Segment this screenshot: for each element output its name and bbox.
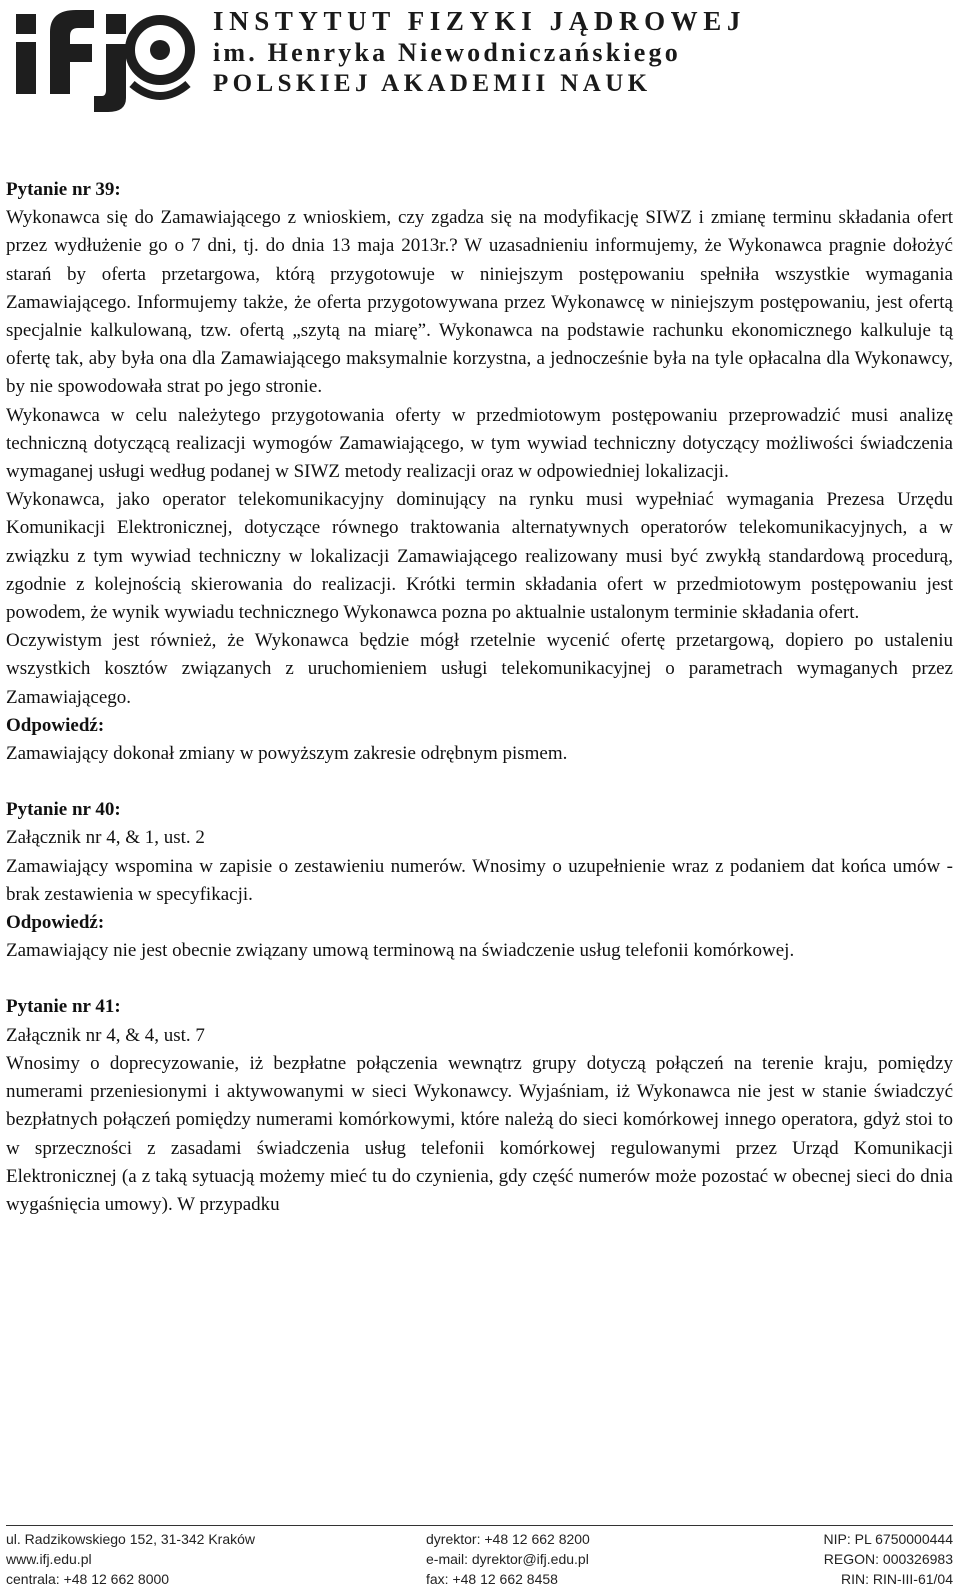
letterhead bbox=[0, 0, 960, 120]
footer-registry-column bbox=[824, 1529, 953, 1589]
institute-name bbox=[213, 6, 746, 99]
question-39-paragraph-2: Wykonawca w celu należytego przygotowania oferty w przedmiotowym postępowaniu przeprowadzić musi analizę techniczną dotyczącą realizacji wymogów Zamawiającego, w tym wywiad techniczny dotyczący możliwości świadczenia wymaganej usługi według podanej w SIWZ metody realizacji oraz w odpowiedniej lokalizacji. bbox=[6, 404, 953, 483]
institute-name-line2: im. Henryka Niewodniczańskiego bbox=[213, 38, 681, 67]
footer-email-link[interactable]: e-mail: dyrektor@ifj.edu.pl bbox=[426, 1551, 589, 1567]
footer-phone: centrala: +48 12 662 8000 bbox=[6, 1571, 170, 1587]
institute-name-line1: INSTYTUT FIZYKI JĄDROWEJ bbox=[213, 6, 746, 36]
question-40-answer-label: Odpowiedź: bbox=[6, 912, 105, 934]
footer-regon: REGON: 000326983 bbox=[823, 1551, 953, 1567]
footer bbox=[6, 1525, 953, 1587]
footer-address-column bbox=[6, 1529, 255, 1589]
question-41-reference: Załącznik nr 4, & 4, ust. 7 bbox=[6, 1024, 205, 1046]
footer-rin: RIN: RIN-III-61/04 bbox=[840, 1571, 953, 1587]
footer-fax: fax: +48 12 662 8458 bbox=[426, 1571, 558, 1587]
question-39-paragraph-3: Wykonawca, jako operator telekomunikacyjny dominujący na rynku musi wypełniać wymagania Prezesa Urzędu Komunikacji Elektronicznej, dotyczące równego traktowania alternatywnych operatorów telekomunikacyjnych, a w związku z tym wywiad techniczny w lokalizacji Zamawiającego realizowany musi być zwykłą standardową procedurą, zgodnie z kolejnością skierowania do realizacji. Krótki termin składania ofert w przedmiotowym postępowaniu jest powodem, że wynik wywiadu technicznego Wykonawca pozna po aktualnie ustalonym terminie składania ofert. bbox=[6, 489, 953, 624]
question-40-paragraph-1: Zamawiający wspomina w zapisie o zestawieniu numerów. Wnosimy o uzupełnienie wraz z podaniem dat końca umów - brak zestawienia w specyfikacji. bbox=[6, 855, 953, 905]
question-39-answer: Zamawiający dokonał zmiany w powyższym zakresie odrębnym pismem. bbox=[6, 743, 568, 765]
question-40-reference: Załącznik nr 4, & 1, ust. 2 bbox=[6, 827, 205, 849]
question-41-paragraph-1: Wnosimy o doprecyzowanie, iż bezpłatne połączenia wewnątrz grupy dotyczą połączeń na terenie kraju, pomiędzy numerami przeniesionymi i aktywowanymi w sieci Wykonawcy. Wyjaśniam, iż Wykonawca nie jest w stanie świadczyć bezpłatnych połączeń pomiędzy numerami komórkowymi, które należą do sieci komórkowej innego operatora, gdyż stoi to w sprzeczności z zasadami świadczenia usług telefonii komórkowej regulowanymi przez Urząd Komunikacji Elektronicznej (a z taką sytuacją możemy mieć tu do czynienia, gdy część numerów może pozostać w obecnej sieci do dnia wygaśnięcia umowy). W przypadku bbox=[6, 1052, 953, 1215]
footer-director-phone: dyrektor: +48 12 662 8200 bbox=[426, 1531, 590, 1547]
institute-name-line3: POLSKIEJ AKADEMII NAUK bbox=[213, 70, 652, 97]
footer-nip: NIP: PL 6750000444 bbox=[823, 1531, 953, 1547]
question-39-paragraph-1: Wykonawca się do Zamawiającego z wnioskiem, czy zgadza się na modyfikację SIWZ i zmianę terminu składania ofert przez wydłużenie go o 7 dni, tj. do dnia 13 maja 2013r.? W uzasadnieniu informujemy, że Wykonawca pragnie dołożyć starań by oferta przetargowa, którą przygotowuje w niniejszym postępowaniu spełniła wszystkie wymagania Zamawiającego. Informujemy także, że oferta przygotowywana przez Wykonawcę w niniejszym postępowaniu, jest ofertą specjalnie kalkulowaną, tzw. ofertą „szytą na miarę”. Wykonawca na podstawie rachunku ekonomicznego kalkuluje tą ofertę tak, aby była ona dla Zamawiającego maksymalnie korzystna, a jednocześnie była na tyle opłacalna dla Wykonawcy, by nie spowodowała strat po jego stronie. bbox=[6, 207, 953, 398]
question-39-answer-label: Odpowiedź: bbox=[6, 714, 105, 736]
question-39-title: Pytanie nr 39: bbox=[6, 179, 121, 200]
document-body bbox=[6, 176, 953, 1219]
question-39-paragraph-4: Oczywistym jest również, że Wykonawca będzie mógł rzetelnie wycenić ofertę przetargową, dopiero po ustaleniu wszystkich kosztów związanych z uruchomieniem usługi telekomunikacyjnej o parametrach wymaganych przez Zamawiającego. bbox=[6, 630, 953, 708]
ifj-logo-icon bbox=[10, 4, 205, 114]
question-40-title: Pytanie nr 40: bbox=[6, 799, 121, 821]
footer-contact-column bbox=[426, 1529, 590, 1589]
footer-address: ul. Radzikowskiego 152, 31-342 Kraków bbox=[6, 1531, 256, 1547]
question-41-title: Pytanie nr 41: bbox=[6, 996, 121, 1018]
question-40-answer: Zamawiający nie jest obecnie związany umową terminową na świadczenie usług telefonii komórkowej. bbox=[6, 940, 795, 962]
footer-website-link[interactable]: www.ifj.edu.pl bbox=[6, 1551, 92, 1567]
